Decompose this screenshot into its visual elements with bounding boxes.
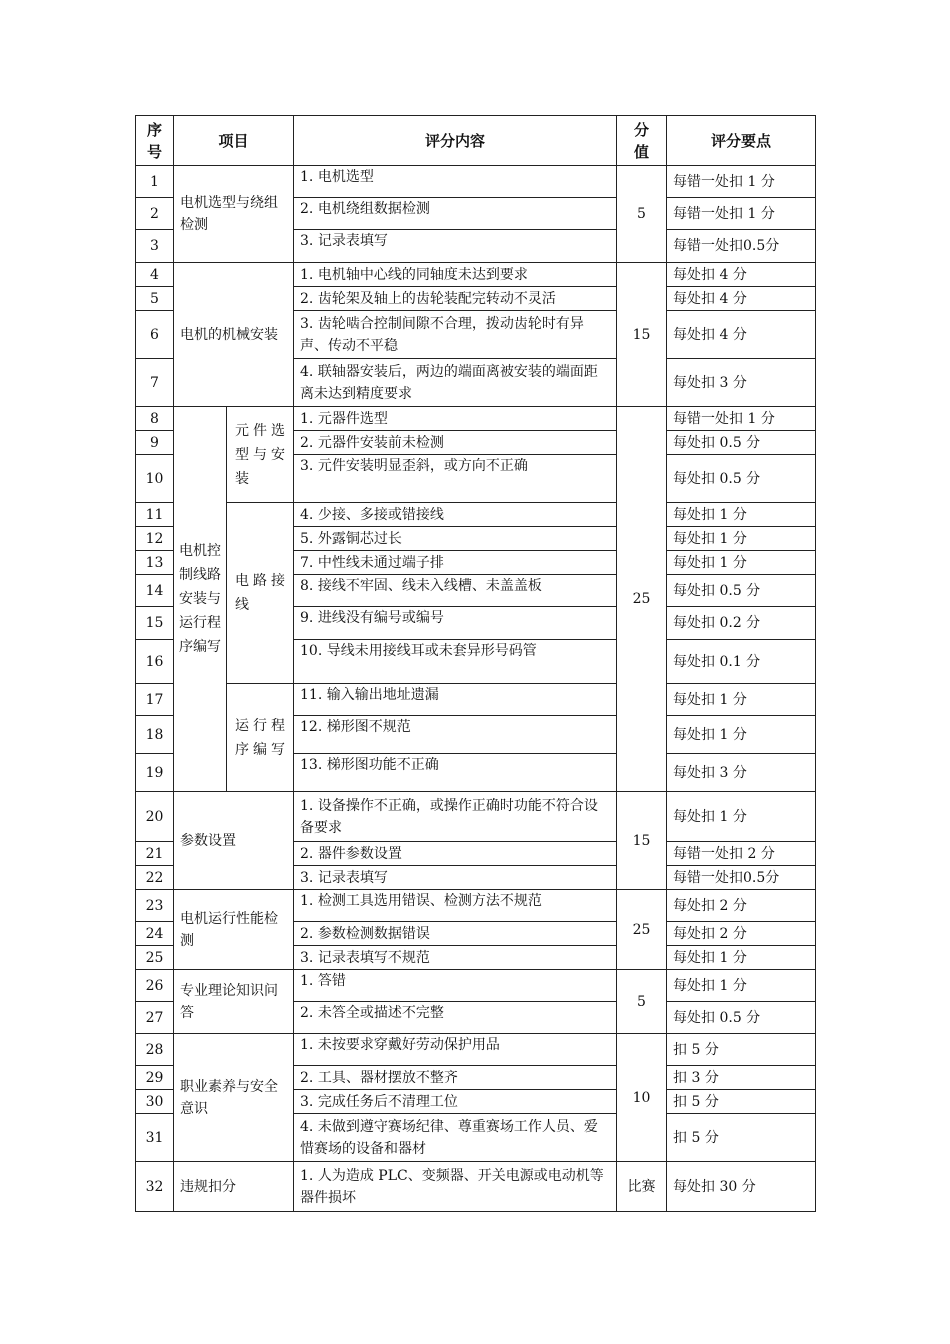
row-number: 4 xyxy=(136,263,174,287)
row-number: 19 xyxy=(136,754,174,792)
scoring-sheet xyxy=(135,115,815,1212)
header-row xyxy=(136,116,816,166)
group-name: 电机的机械安装 xyxy=(174,263,294,407)
header-item: 项目 xyxy=(174,116,294,166)
row-content: 12. 梯形图不规范 xyxy=(294,716,617,754)
group-score: 5 xyxy=(617,970,667,1034)
row-number: 5 xyxy=(136,287,174,311)
row-content: 3. 记录表填写 xyxy=(294,230,617,263)
row-points: 扣 5 分 xyxy=(667,1114,816,1162)
row-number: 8 xyxy=(136,407,174,431)
subgroup-name: 运行程序编写 xyxy=(227,684,294,792)
row-points: 每处扣 0.5 分 xyxy=(667,431,816,455)
group-score: 10 xyxy=(617,1034,667,1162)
row-content: 1. 设备操作不正确，或操作正确时功能不符合设备要求 xyxy=(294,792,617,842)
header-content: 评分内容 xyxy=(294,116,617,166)
group-name: 参数设置 xyxy=(174,792,294,890)
row-points: 扣 5 分 xyxy=(667,1090,816,1114)
row-points: 每错一处扣 1 分 xyxy=(667,407,816,431)
row-content: 1. 电机选型 xyxy=(294,166,617,198)
group-name: 电机控制线路安装与运行程序编写 xyxy=(174,407,227,792)
group-score: 15 xyxy=(617,792,667,890)
row-number: 14 xyxy=(136,575,174,607)
group-name: 违规扣分 xyxy=(174,1162,294,1212)
row-points: 每处扣 0.5 分 xyxy=(667,1002,816,1034)
row-content: 1. 未按要求穿戴好劳动保护用品 xyxy=(294,1034,617,1066)
row-points: 每处扣 1 分 xyxy=(667,684,816,716)
row-content: 1. 元器件选型 xyxy=(294,407,617,431)
row-number: 13 xyxy=(136,551,174,575)
row-content: 5. 外露铜芯过长 xyxy=(294,527,617,551)
row-content: 8. 接线不牢固、线未入线槽、未盖盖板 xyxy=(294,575,617,607)
row-content: 3. 齿轮啮合控制间隙不合理，拨动齿轮时有异声、传动不平稳 xyxy=(294,311,617,359)
row-number: 21 xyxy=(136,842,174,866)
row-content: 3. 记录表填写不规范 xyxy=(294,946,617,970)
row-points: 每处扣 3 分 xyxy=(667,754,816,792)
row-points: 每错一处扣 1 分 xyxy=(667,166,816,198)
row-number: 3 xyxy=(136,230,174,263)
row-number: 9 xyxy=(136,431,174,455)
row-number: 24 xyxy=(136,922,174,946)
row-points: 每处扣 4 分 xyxy=(667,263,816,287)
row-content: 1. 答错 xyxy=(294,970,617,1002)
row-points: 每处扣 1 分 xyxy=(667,551,816,575)
row-number: 1 xyxy=(136,166,174,198)
row-points: 每处扣 1 分 xyxy=(667,527,816,551)
row-points: 每处扣 2 分 xyxy=(667,890,816,922)
group-score: 25 xyxy=(617,890,667,970)
row-content: 4. 未做到遵守赛场纪律、尊重赛场工作人员、爱惜赛场的设备和器材 xyxy=(294,1114,617,1162)
row-number: 26 xyxy=(136,970,174,1002)
row-number: 25 xyxy=(136,946,174,970)
row-content: 7. 中性线未通过端子排 xyxy=(294,551,617,575)
row-content: 2. 参数检测数据错误 xyxy=(294,922,617,946)
row-number: 18 xyxy=(136,716,174,754)
row-content: 2. 齿轮架及轴上的齿轮装配完转动不灵活 xyxy=(294,287,617,311)
row-content: 3. 记录表填写 xyxy=(294,866,617,890)
group-score: 5 xyxy=(617,166,667,263)
row-content: 13. 梯形图功能不正确 xyxy=(294,754,617,792)
table-row xyxy=(136,684,816,716)
row-points: 每处扣 0.5 分 xyxy=(667,455,816,503)
row-points: 每处扣 0.5 分 xyxy=(667,575,816,607)
table-row xyxy=(136,166,816,198)
row-number: 23 xyxy=(136,890,174,922)
row-points: 扣 3 分 xyxy=(667,1066,816,1090)
group-name: 电机选型与绕组检测 xyxy=(174,166,294,263)
group-name: 职业素养与安全意识 xyxy=(174,1034,294,1162)
scoring-table xyxy=(135,115,816,1212)
row-points: 每处扣 1 分 xyxy=(667,946,816,970)
table-row xyxy=(136,503,816,527)
row-points: 每处扣 1 分 xyxy=(667,792,816,842)
row-number: 31 xyxy=(136,1114,174,1162)
row-number: 20 xyxy=(136,792,174,842)
row-content: 2. 元器件安装前未检测 xyxy=(294,431,617,455)
row-points: 每处扣 4 分 xyxy=(667,287,816,311)
row-points: 每处扣 4 分 xyxy=(667,311,816,359)
row-content: 2. 器件参数设置 xyxy=(294,842,617,866)
row-number: 7 xyxy=(136,359,174,407)
row-points: 每错一处扣0.5分 xyxy=(667,230,816,263)
table-row xyxy=(136,970,816,1002)
header-score: 分值 xyxy=(617,116,667,166)
row-points: 每处扣 30 分 xyxy=(667,1162,816,1212)
row-number: 12 xyxy=(136,527,174,551)
row-number: 32 xyxy=(136,1162,174,1212)
row-content: 3. 元件安装明显歪斜，或方向不正确 xyxy=(294,455,617,503)
row-points: 每错一处扣0.5分 xyxy=(667,866,816,890)
row-points: 每处扣 0.1 分 xyxy=(667,640,816,684)
table-row xyxy=(136,1034,816,1066)
row-points: 每处扣 1 分 xyxy=(667,970,816,1002)
subgroup-name: 元件选型与安装 xyxy=(227,407,294,503)
subgroup-name: 电路接线 xyxy=(227,503,294,684)
table-row xyxy=(136,1162,816,1212)
group-name: 专业理论知识问答 xyxy=(174,970,294,1034)
row-content: 4. 少接、多接或错接线 xyxy=(294,503,617,527)
row-content: 1. 人为造成 PLC、变频器、开关电源或电动机等器件损坏 xyxy=(294,1162,617,1212)
row-content: 4. 联轴器安装后，两边的端面离被安装的端面距离未达到精度要求 xyxy=(294,359,617,407)
row-number: 30 xyxy=(136,1090,174,1114)
row-number: 16 xyxy=(136,640,174,684)
row-content: 2. 未答全或描述不完整 xyxy=(294,1002,617,1034)
row-content: 1. 检测工具选用错误、检测方法不规范 xyxy=(294,890,617,922)
table-row xyxy=(136,263,816,287)
table-row xyxy=(136,407,816,431)
row-content: 3. 完成任务后不清理工位 xyxy=(294,1090,617,1114)
row-number: 11 xyxy=(136,503,174,527)
row-number: 15 xyxy=(136,607,174,640)
header-points: 评分要点 xyxy=(667,116,816,166)
header-seq: 序号 xyxy=(136,116,174,166)
row-points: 每处扣 2 分 xyxy=(667,922,816,946)
row-points: 扣 5 分 xyxy=(667,1034,816,1066)
table-row xyxy=(136,792,816,842)
row-points: 每处扣 1 分 xyxy=(667,503,816,527)
row-points: 每处扣 1 分 xyxy=(667,716,816,754)
row-number: 29 xyxy=(136,1066,174,1090)
row-content: 2. 电机绕组数据检测 xyxy=(294,198,617,230)
group-score: 25 xyxy=(617,407,667,792)
row-number: 17 xyxy=(136,684,174,716)
row-number: 28 xyxy=(136,1034,174,1066)
row-number: 22 xyxy=(136,866,174,890)
row-number: 10 xyxy=(136,455,174,503)
row-content: 1. 电机轴中心线的同轴度未达到要求 xyxy=(294,263,617,287)
row-number: 2 xyxy=(136,198,174,230)
row-points: 每处扣 0.2 分 xyxy=(667,607,816,640)
row-content: 10. 导线未用接线耳或未套异形号码管 xyxy=(294,640,617,684)
row-points: 每处扣 3 分 xyxy=(667,359,816,407)
row-number: 27 xyxy=(136,1002,174,1034)
row-content: 9. 进线没有编号或编号 xyxy=(294,607,617,640)
row-content: 2. 工具、器材摆放不整齐 xyxy=(294,1066,617,1090)
group-name: 电机运行性能检测 xyxy=(174,890,294,970)
row-points: 每错一处扣 1 分 xyxy=(667,198,816,230)
table-row xyxy=(136,890,816,922)
group-score: 比赛 xyxy=(617,1162,667,1212)
row-content: 11. 输入输出地址遗漏 xyxy=(294,684,617,716)
row-points: 每错一处扣 2 分 xyxy=(667,842,816,866)
row-number: 6 xyxy=(136,311,174,359)
group-score: 15 xyxy=(617,263,667,407)
